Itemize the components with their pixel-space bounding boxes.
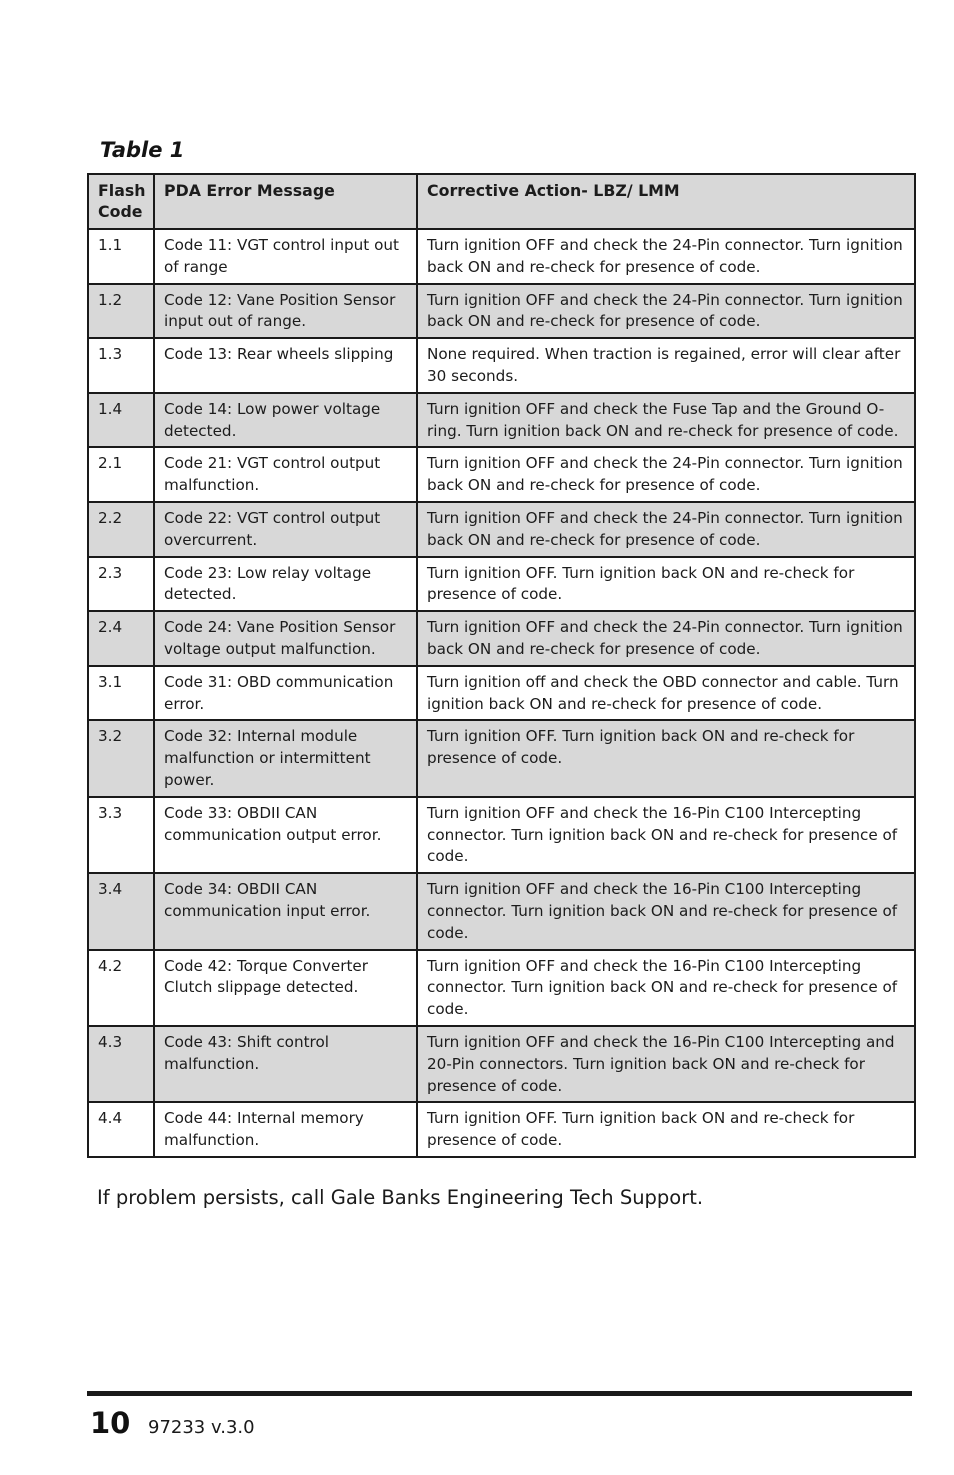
table-row	[88, 666, 915, 721]
flash-code-cell: 2.1	[88, 447, 154, 502]
flash-code-cell: 1.3	[88, 338, 154, 393]
corrective-action-cell: Turn ignition OFF and check the 24-Pin connector. Turn ignition back ON and re-check for presence of code.	[417, 229, 915, 284]
header-flash-code: Flash Code	[88, 174, 154, 229]
table-row	[88, 950, 915, 1026]
error-message-cell: Code 32: Internal module malfunction or intermittent power.	[154, 720, 417, 796]
corrective-action-cell: Turn ignition OFF and check the Fuse Tap and the Ground O-ring. Turn ignition back ON and re-check for presence of code.	[417, 393, 915, 448]
corrective-action-cell: Turn ignition off and check the OBD connector and cable. Turn ignition back ON and re-check for presence of code.	[417, 666, 915, 721]
table-caption: Table 1	[100, 138, 185, 162]
flash-code-cell: 3.4	[88, 873, 154, 949]
table-row	[88, 1102, 915, 1157]
corrective-action-cell: Turn ignition OFF and check the 16-Pin C100 Intercepting connector. Turn ignition back ON and re-check for presence of code.	[417, 873, 915, 949]
error-message-cell: Code 21: VGT control output malfunction.	[154, 447, 417, 502]
footer-divider	[87, 1391, 912, 1396]
document-version: 97233 v.3.0	[148, 1417, 255, 1438]
corrective-action-cell: Turn ignition OFF. Turn ignition back ON and re-check for presence of code.	[417, 720, 915, 796]
corrective-action-cell: Turn ignition OFF and check the 24-Pin connector. Turn ignition back ON and re-check for presence of code.	[417, 284, 915, 339]
table-row	[88, 502, 915, 557]
table-row	[88, 873, 915, 949]
table-row	[88, 284, 915, 339]
corrective-action-cell: Turn ignition OFF. Turn ignition back ON and re-check for presence of code.	[417, 557, 915, 612]
flash-code-cell: 1.1	[88, 229, 154, 284]
corrective-action-cell: Turn ignition OFF and check the 24-Pin connector. Turn ignition back ON and re-check for presence of code.	[417, 502, 915, 557]
error-message-cell: Code 44: Internal memory malfunction.	[154, 1102, 417, 1157]
corrective-action-cell: Turn ignition OFF and check the 16-Pin C100 Intercepting and 20-Pin connectors. Turn ignition back ON and re-check for presence of code.	[417, 1026, 915, 1102]
flash-code-cell: 1.2	[88, 284, 154, 339]
corrective-action-cell: Turn ignition OFF and check the 24-Pin connector. Turn ignition back ON and re-check for presence of code.	[417, 611, 915, 666]
table-row	[88, 1026, 915, 1102]
error-message-cell: Code 24: Vane Position Sensor voltage output malfunction.	[154, 611, 417, 666]
error-message-cell: Code 14: Low power voltage detected.	[154, 393, 417, 448]
table-row	[88, 229, 915, 284]
flash-code-cell: 2.2	[88, 502, 154, 557]
corrective-action-cell: Turn ignition OFF. Turn ignition back ON and re-check for presence of code.	[417, 1102, 915, 1157]
table-row	[88, 797, 915, 873]
table-header-row	[88, 174, 915, 229]
flash-code-cell: 2.4	[88, 611, 154, 666]
page-number: 10	[90, 1406, 131, 1440]
support-footnote: If problem persists, call Gale Banks Engineering Tech Support.	[97, 1186, 704, 1209]
corrective-action-cell: Turn ignition OFF and check the 16-Pin C100 Intercepting connector. Turn ignition back ON and re-check for presence of code.	[417, 797, 915, 873]
table-row	[88, 557, 915, 612]
error-message-cell: Code 11: VGT control input out of range	[154, 229, 417, 284]
error-message-cell: Code 31: OBD communication error.	[154, 666, 417, 721]
error-message-cell: Code 42: Torque Converter Clutch slippage detected.	[154, 950, 417, 1026]
table-row	[88, 447, 915, 502]
table-row	[88, 338, 915, 393]
corrective-action-cell: None required. When traction is regained, error will clear after 30 seconds.	[417, 338, 915, 393]
error-message-cell: Code 43: Shift control malfunction.	[154, 1026, 417, 1102]
table-row	[88, 393, 915, 448]
header-pda-error-message: PDA Error Message	[154, 174, 417, 229]
flash-code-cell: 4.3	[88, 1026, 154, 1102]
error-message-cell: Code 13: Rear wheels slipping	[154, 338, 417, 393]
error-message-cell: Code 12: Vane Position Sensor input out of range.	[154, 284, 417, 339]
flash-code-cell: 3.2	[88, 720, 154, 796]
header-corrective-action: Corrective Action- LBZ/ LMM	[417, 174, 915, 229]
error-message-cell: Code 23: Low relay voltage detected.	[154, 557, 417, 612]
flash-code-cell: 1.4	[88, 393, 154, 448]
flash-code-cell: 4.2	[88, 950, 154, 1026]
flash-code-cell: 3.3	[88, 797, 154, 873]
error-message-cell: Code 34: OBDII CAN communication input error.	[154, 873, 417, 949]
error-message-cell: Code 33: OBDII CAN communication output error.	[154, 797, 417, 873]
table-body	[88, 229, 915, 1157]
flash-code-table	[87, 173, 916, 1158]
flash-code-cell: 3.1	[88, 666, 154, 721]
corrective-action-cell: Turn ignition OFF and check the 24-Pin connector. Turn ignition back ON and re-check for presence of code.	[417, 447, 915, 502]
flash-code-cell: 4.4	[88, 1102, 154, 1157]
table-row	[88, 720, 915, 796]
table-row	[88, 611, 915, 666]
error-message-cell: Code 22: VGT control output overcurrent.	[154, 502, 417, 557]
corrective-action-cell: Turn ignition OFF and check the 16-Pin C100 Intercepting connector. Turn ignition back ON and re-check for presence of code.	[417, 950, 915, 1026]
flash-code-cell: 2.3	[88, 557, 154, 612]
